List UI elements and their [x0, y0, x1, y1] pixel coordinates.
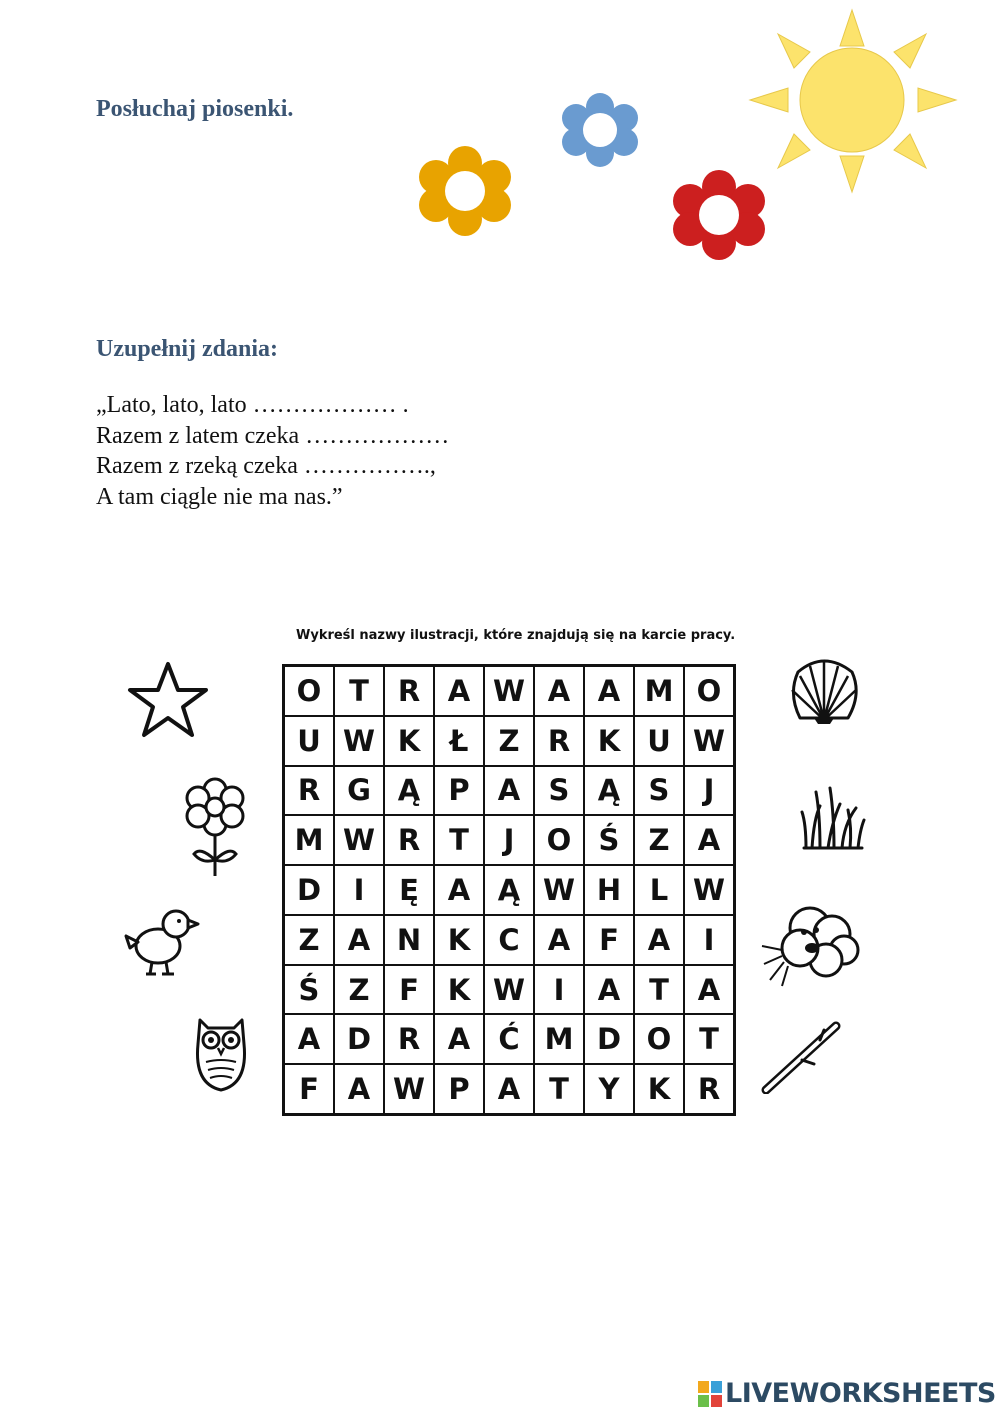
flower-icon: [180, 776, 250, 880]
grid-cell[interactable]: P: [434, 766, 484, 816]
grid-cell[interactable]: A: [534, 915, 584, 965]
sun-icon: [748, 8, 958, 194]
stick-icon: [760, 1018, 842, 1094]
owl-icon: [192, 1014, 250, 1094]
grid-cell[interactable]: Ą: [584, 766, 634, 816]
grid-cell[interactable]: I: [334, 865, 384, 915]
grid-cell[interactable]: K: [384, 716, 434, 766]
grid-cell[interactable]: A: [534, 666, 584, 716]
grid-cell[interactable]: Ś: [584, 815, 634, 865]
grid-cell[interactable]: S: [634, 766, 684, 816]
grid-cell[interactable]: R: [284, 766, 334, 816]
grid-cell[interactable]: O: [534, 815, 584, 865]
logo-text: LIVEWORKSHEETS: [725, 1378, 996, 1409]
grid-cell[interactable]: N: [384, 915, 434, 965]
song-lyrics: [96, 390, 449, 512]
grid-cell[interactable]: W: [484, 666, 534, 716]
grid-cell[interactable]: C: [484, 915, 534, 965]
grid-cell[interactable]: A: [284, 1014, 334, 1064]
grid-cell[interactable]: A: [434, 1014, 484, 1064]
liveworksheets-logo: [698, 1378, 996, 1409]
puzzle-instruction: Wykreśl nazwy ilustracji, które znajdują się na karcie pracy.: [296, 628, 736, 643]
grid-cell[interactable]: R: [684, 1064, 734, 1114]
grid-cell[interactable]: R: [384, 1014, 434, 1064]
grid-cell[interactable]: A: [484, 1064, 534, 1114]
grid-cell[interactable]: W: [334, 716, 384, 766]
grid-cell[interactable]: A: [584, 666, 634, 716]
grid-cell[interactable]: A: [684, 965, 734, 1015]
grid-cell[interactable]: K: [434, 915, 484, 965]
lyric-line: „Lato, lato, lato ……………… .: [96, 392, 409, 418]
grid-cell[interactable]: A: [484, 766, 534, 816]
grid-cell[interactable]: Ę: [384, 865, 434, 915]
chick-icon: [124, 904, 200, 976]
grid-cell[interactable]: K: [634, 1064, 684, 1114]
grid-cell[interactable]: J: [684, 766, 734, 816]
grid-cell[interactable]: K: [584, 716, 634, 766]
grid-cell[interactable]: O: [284, 666, 334, 716]
logo-mark-icon: [698, 1381, 722, 1407]
grid-cell[interactable]: L: [634, 865, 684, 915]
grid-cell[interactable]: A: [634, 915, 684, 965]
lyric-line: A tam ciągle nie ma nas.”: [96, 483, 343, 510]
grid-cell[interactable]: R: [384, 815, 434, 865]
grid-cell[interactable]: H: [584, 865, 634, 915]
grid-cell[interactable]: Ć: [484, 1014, 534, 1064]
star-icon: [126, 660, 210, 740]
grid-cell[interactable]: Ą: [384, 766, 434, 816]
grid-cell[interactable]: Y: [584, 1064, 634, 1114]
grid-cell[interactable]: I: [684, 915, 734, 965]
grid-cell[interactable]: P: [434, 1064, 484, 1114]
grid-cell[interactable]: M: [284, 815, 334, 865]
grid-cell[interactable]: D: [584, 1014, 634, 1064]
lyric-line: Razem z latem czeka ………………: [96, 422, 450, 449]
grass-icon: [800, 784, 866, 852]
grid-cell[interactable]: D: [334, 1014, 384, 1064]
grid-cell[interactable]: T: [684, 1014, 734, 1064]
grid-cell[interactable]: I: [534, 965, 584, 1015]
lyric-line: Razem z rzeką czeka …………….,: [96, 453, 436, 479]
grid-cell[interactable]: A: [334, 915, 384, 965]
blue-flower-icon: [556, 92, 644, 168]
grid-cell[interactable]: Z: [334, 965, 384, 1015]
orange-flower-icon: [412, 146, 518, 236]
grid-cell[interactable]: A: [584, 965, 634, 1015]
grid-cell[interactable]: K: [434, 965, 484, 1015]
grid-cell[interactable]: F: [384, 965, 434, 1015]
grid-cell[interactable]: J: [484, 815, 534, 865]
grid-cell[interactable]: T: [434, 815, 484, 865]
grid-cell[interactable]: D: [284, 865, 334, 915]
grid-cell[interactable]: M: [534, 1014, 584, 1064]
grid-cell[interactable]: W: [334, 815, 384, 865]
grid-cell[interactable]: T: [334, 666, 384, 716]
grid-cell[interactable]: W: [384, 1064, 434, 1114]
grid-cell[interactable]: T: [634, 965, 684, 1015]
grid-cell[interactable]: Ś: [284, 965, 334, 1015]
grid-cell[interactable]: A: [334, 1064, 384, 1114]
heading-complete-sentences: Uzupełnij zdania:: [96, 336, 279, 362]
grid-cell[interactable]: R: [534, 716, 584, 766]
grid-cell[interactable]: Ą: [484, 865, 534, 915]
grid-cell[interactable]: R: [384, 666, 434, 716]
grid-cell[interactable]: O: [634, 1014, 684, 1064]
grid-cell[interactable]: Ł: [434, 716, 484, 766]
grid-cell[interactable]: F: [284, 1064, 334, 1114]
grid-cell[interactable]: W: [684, 716, 734, 766]
grid-cell[interactable]: F: [584, 915, 634, 965]
grid-cell[interactable]: W: [534, 865, 584, 915]
grid-cell[interactable]: U: [634, 716, 684, 766]
heading-listen: Posłuchaj piosenki.: [96, 96, 294, 122]
cloud-icon: [760, 898, 860, 990]
grid-cell[interactable]: U: [284, 716, 334, 766]
grid-cell[interactable]: G: [334, 766, 384, 816]
grid-cell[interactable]: A: [434, 865, 484, 915]
grid-cell[interactable]: A: [434, 666, 484, 716]
grid-cell[interactable]: Z: [284, 915, 334, 965]
word-search-grid: [282, 664, 736, 1116]
grid-cell[interactable]: M: [634, 666, 684, 716]
grid-cell[interactable]: S: [534, 766, 584, 816]
shell-icon: [786, 654, 862, 724]
grid-cell[interactable]: W: [684, 865, 734, 915]
grid-cell[interactable]: Z: [634, 815, 684, 865]
grid-cell[interactable]: A: [684, 815, 734, 865]
grid-cell[interactable]: T: [534, 1064, 584, 1114]
grid-cell[interactable]: O: [684, 666, 734, 716]
grid-cell[interactable]: W: [484, 965, 534, 1015]
grid-cell[interactable]: Z: [484, 716, 534, 766]
